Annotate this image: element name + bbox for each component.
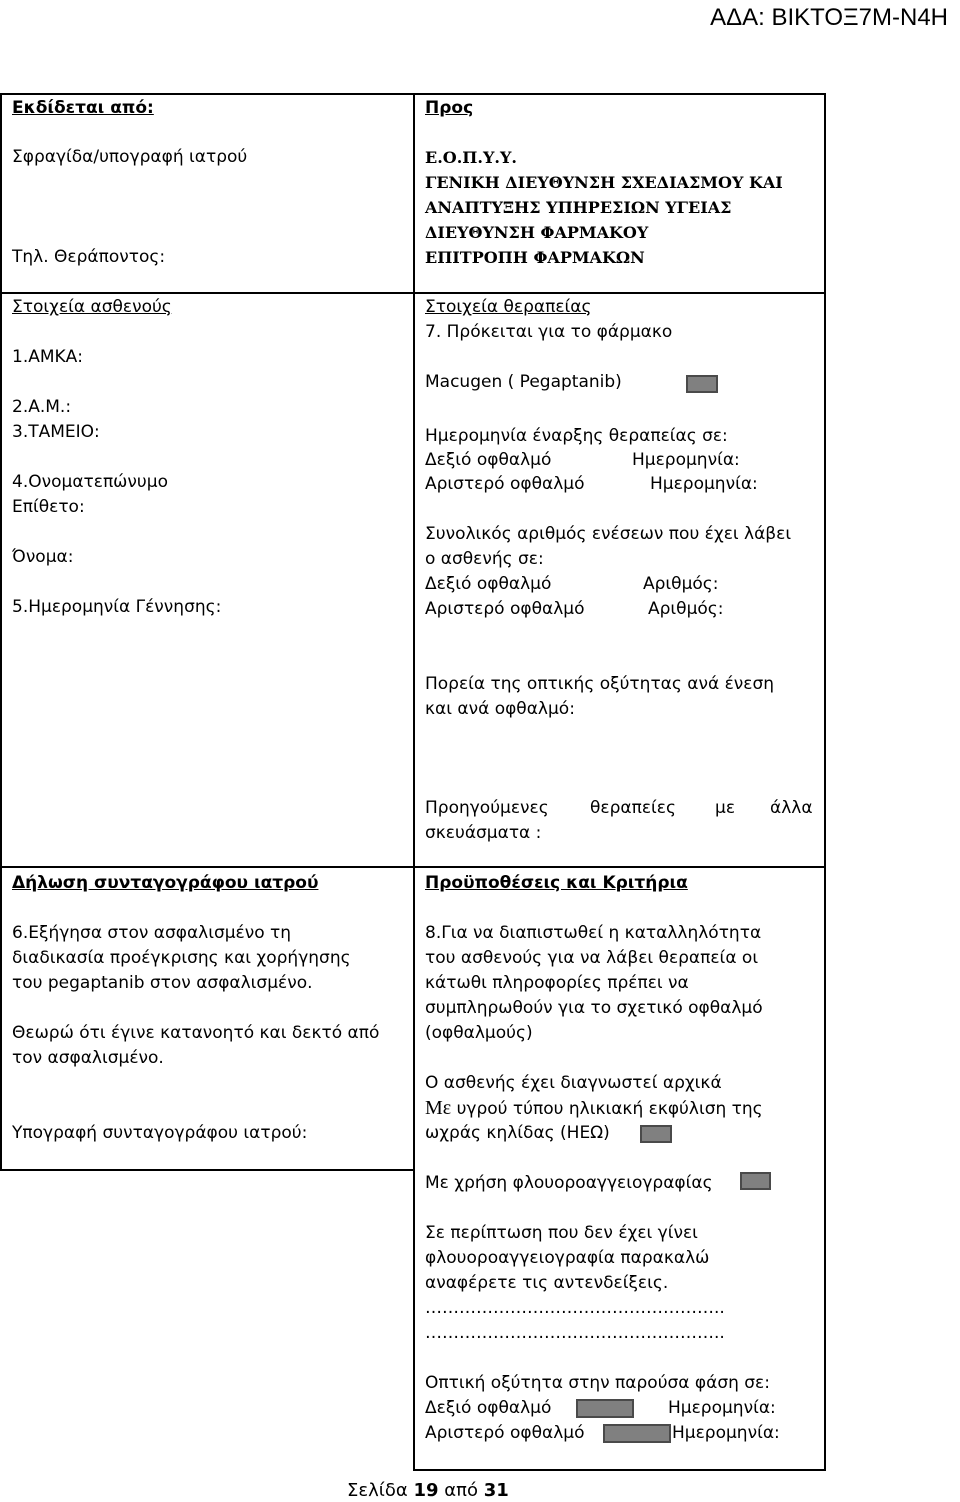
page-current: 19 [413,1480,439,1501]
am-label: 2.Α.Μ.: [12,397,72,417]
table-border-top [0,93,826,95]
start-date-label: Ημερομηνία έναρξης θεραπείας σε: [425,426,728,446]
table-divider-1 [0,292,826,294]
injections-label: Συνολικός αριθμός ενέσεων που έχει λάβει [425,524,792,544]
understood-line-cont: τον ασφαλισμένο. [12,1048,164,1068]
amka-label: 1.ΑΜΚΑ: [12,347,84,367]
page-prefix: Σελίδα [347,1480,414,1501]
drug-name: Macugen ( Pegaptanib) [425,372,622,392]
diagnosis-text: υγρού τύπου ηλικιακή εκφύλιση της [456,1099,763,1119]
start-right-eye-date-label: Ημερομηνία: [632,450,740,470]
fluoro-label: Με χρήση φλουοροαγγειογραφίας [425,1173,713,1193]
current-right-eye-date-label: Ημερομηνία: [668,1398,776,1418]
recipient-line: Ε.Ο.Π.Υ.Υ. [425,148,517,167]
recipient-line: ΕΠΙΤΡΟΠΗ ΦΑΡΜΑΚΩΝ [425,248,645,267]
previous-therapies-word: Προηγούμενες [425,798,549,818]
previous-therapies-word: άλλα [770,798,813,818]
criteria-heading: Προϋποθέσεις και Κριτήρια [425,873,688,893]
ada-code: ΑΔΑ: ΒΙΚΤΟΞ7Μ-Ν4Η [710,4,948,31]
recipient-heading: Προς [425,98,474,118]
criteria-line: συμπληρωθούν για το σχετικό οφθαλμό [425,998,763,1018]
start-left-eye-label: Αριστερό οφθαλμό [425,474,585,494]
table-border-left [0,93,2,1171]
contra-dots[interactable]: …………………………………………….. [425,1298,725,1318]
contra-line: Σε περίπτωση που δεν έχει γίνει [425,1223,698,1243]
start-right-eye-label: Δεξιό οφθαλμό [425,450,552,470]
current-left-eye-label: Αριστερό οφθαλμό [425,1423,585,1443]
current-right-eye-field[interactable] [576,1399,634,1418]
criteria-line: (οφθαλμούς) [425,1023,533,1043]
injections-left-eye-label: Αριστερό οφθαλμό [425,599,585,619]
diagnosis-line: Ο ασθενής έχει διαγνωστεί αρχικά [425,1073,722,1093]
injections-right-eye-number-label: Αριθμός: [643,574,719,594]
current-acuity-label: Οπτική οξύτητα στην παρούσα φάση σε: [425,1373,770,1393]
injections-label-cont: ο ασθενής σε: [425,549,544,569]
current-left-eye-date-label: Ημερομηνία: [672,1423,780,1443]
acuity-progress-label: Πορεία της οπτικής οξύτητας ανά ένεση [425,674,774,694]
declaration-line: του pegaptanib στον ασφαλισμένο. [12,973,313,993]
page-separator: από [438,1480,484,1501]
criteria-line: κάτωθι πληροφορίες πρέπει να [425,973,689,993]
drug-question: 7. Πρόκειται για το φάρμακο [425,322,673,342]
previous-therapies-word: με [715,798,736,818]
page-number [347,1480,509,1502]
understood-line: Θεωρώ ότι έγινε κατανοητό και δεκτό από [12,1023,380,1043]
current-right-eye-label: Δεξιό οφθαλμό [425,1398,552,1418]
injections-left-eye-number-label: Αριθμός: [648,599,724,619]
surname-label: Επίθετο: [12,497,85,517]
previous-therapies-word: θεραπείες [590,798,676,818]
injections-right-eye-label: Δεξιό οφθαλμό [425,574,552,594]
diagnosis-prefix: Με [425,1097,452,1119]
patient-heading: Στοιχεία ασθενούς [12,297,172,317]
page-total: 31 [483,1480,509,1501]
fullname-label: 4.Ονοματεπώνυμο [12,472,168,492]
table-border-middle [413,93,415,1471]
criteria-line: του ασθενούς για να λάβει θεραπεία οι [425,948,759,968]
doctor-signature-label: Υπογραφή συνταγογράφου ιατρού: [12,1123,308,1143]
doctor-seal-label: Σφραγίδα/υπογραφή ιατρού [12,147,248,167]
acuity-progress-label-cont: και ανά οφθαλμό: [425,699,575,719]
table-divider-2 [0,866,826,868]
therapy-heading: Στοιχεία θεραπείας [425,297,592,317]
recipient-line: ΔΙΕΥΘΥΝΣΗ ΦΑΡΜΑΚΟΥ [425,223,649,242]
declaration-heading: Δήλωση συνταγογράφου ιατρού [12,873,319,893]
diagnosis-line-2 [425,1096,763,1122]
declaration-line: διαδικασία προέγκρισης και χορήγησης [12,948,351,968]
hew-checkbox[interactable] [640,1125,672,1143]
criteria-line: 8.Για να διαπιστωθεί η καταλληλότητα [425,923,762,943]
contra-line: φλουοροαγγειογραφία παρακαλώ [425,1248,710,1268]
current-left-eye-field[interactable] [603,1424,671,1443]
firstname-label: Όνομα: [12,547,74,567]
recipient-line: ΑΝΑΠΤΥΞΗΣ ΥΠΗΡΕΣΙΩΝ ΥΓΕΙΑΣ [425,198,732,217]
fluoro-checkbox[interactable] [740,1172,771,1190]
contra-line: αναφέρετε τις αντενδείξεις. [425,1273,669,1293]
start-left-eye-date-label: Ημερομηνία: [650,474,758,494]
birthdate-label: 5.Ημερομηνία Γέννησης: [12,597,222,617]
diagnosis-line-3: ωχράς κηλίδας (ΗΕΩ) [425,1123,610,1143]
issued-by-heading: Εκδίδεται από: [12,98,154,118]
contra-dots[interactable]: …………………………………………….. [425,1323,725,1343]
declaration-line: 6.Εξήγησα στον ασφαλισμένο τη [12,923,292,943]
recipient-line: ΓΕΝΙΚΗ ΔΙΕΥΘΥΝΣΗ ΣΧΕΔΙΑΣΜΟΥ ΚΑΙ [425,173,783,192]
doctor-phone-label: Τηλ. Θεράποντος: [12,247,166,267]
table-border-bottom-right [413,1469,826,1471]
table-border-right [824,93,826,1471]
previous-therapies-label-cont: σκευάσματα : [425,823,542,843]
table-border-bottom-left [0,1169,415,1171]
fund-label: 3.ΤΑΜΕΙΟ: [12,422,100,442]
drug-checkbox[interactable] [686,375,718,393]
